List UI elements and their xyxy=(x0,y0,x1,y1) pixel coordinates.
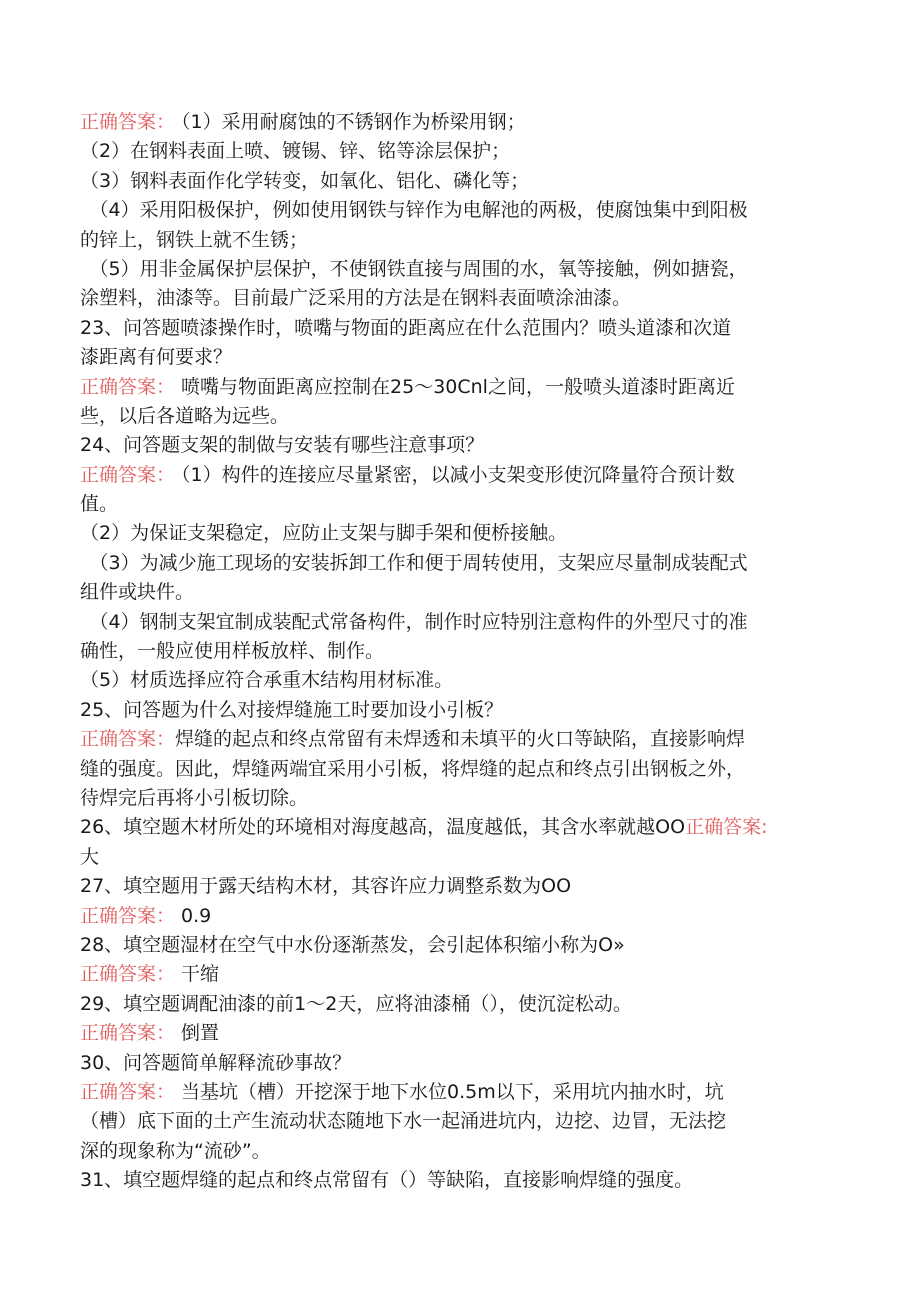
line-text: （3）钢料表面作化学转变，如氧化、铝化、磷化等； xyxy=(80,169,530,192)
answer-line xyxy=(80,1078,842,1107)
text-line xyxy=(80,608,842,637)
line-text: 值。 xyxy=(80,493,119,516)
line-text: 31、填空题焊缝的起点和终点常留有（）等缺陷，直接影响焊缝的强度。 xyxy=(80,1169,694,1192)
line-text: （2）在钢料表面上喷、镀锡、锌、铭等涂层保护； xyxy=(80,140,511,163)
answer-label: 正确答案： xyxy=(80,111,176,133)
line-text: （3）为减少施工现场的安装拆卸工作和便于周转使用，支架应尽量制成装配式 xyxy=(80,551,748,574)
answer-label: 正确答案： xyxy=(80,463,176,486)
line-text: （4）采用阳极保护，例如使用钢铁与锌作为电解池的两极，使腐蚀集中到阳极 xyxy=(80,199,748,222)
question-text: 26、填空题木材所处的环境相对海度越高，温度越低，其含水率就越OO xyxy=(80,816,686,839)
line-text: 23、问答题喷漆操作时，喷嘴与物面的距离应在什么范围内？喷头道漆和次道 xyxy=(80,316,732,339)
line-text: （2）为保证支架稳定，应防止支架与脚手架和便桥接触。 xyxy=(80,522,568,545)
answer-label: 正确答案： xyxy=(80,963,176,986)
question-line xyxy=(80,813,842,842)
line-text: 组件或块件。 xyxy=(80,581,195,604)
line-text: 缝的强度。因此，焊缝两端宜采用小引板，将焊缝的起点和终点引出钢板之外， xyxy=(80,757,746,780)
answer-label: 正确答案： xyxy=(80,375,176,398)
line-text: （槽）底下面的土产生流动状态随地下水一起涌进坑内，边挖、边冒，无法挖 xyxy=(80,1110,727,1133)
text-line xyxy=(80,519,842,548)
line-text: 28、填空题湿材在空气中水份逐渐蒸发，会引起体积缩小称为O» xyxy=(80,933,625,956)
text-line xyxy=(80,755,842,784)
document-page xyxy=(80,108,842,1195)
answer-line xyxy=(80,902,842,931)
line-text: （5）用非金属保护层保护，不使钢铁直接与周围的水，氧等接触，例如搪瓷， xyxy=(80,257,748,280)
text-line xyxy=(80,931,842,960)
text-line xyxy=(80,990,842,1019)
text-line xyxy=(80,431,842,460)
answer-text: 倒置 xyxy=(181,1022,220,1045)
text-line xyxy=(80,784,842,813)
text-line xyxy=(80,1137,842,1166)
answer-line xyxy=(80,108,842,137)
text-line xyxy=(80,314,842,343)
answer-text: 当基坑（槽）开挖深于地下水位0.5m以下，采用坑内抽水时，坑 xyxy=(181,1080,724,1103)
answer-line xyxy=(80,1019,842,1048)
answer-label: 正确答案: xyxy=(685,816,768,839)
text-line xyxy=(80,843,842,872)
line-text: 27、填空题用于露天结构木材，其容许应力调整系数为OO xyxy=(80,875,572,898)
line-text: 30、问答题简单解释流砂事故？ xyxy=(80,1051,352,1074)
text-line xyxy=(80,343,842,372)
line-text: （4）钢制支架宜制成装配式常备构件，制作时应特别注意构件的外型尺寸的准 xyxy=(80,610,748,633)
text-line xyxy=(80,1107,842,1136)
answer-text: （1）采用耐腐蚀的不锈钢作为桥梁用钢； xyxy=(181,111,526,133)
answer-text: 干缩 xyxy=(181,963,220,986)
line-text: （5）材质选择应符合承重木结构用材标准。 xyxy=(80,669,454,692)
text-line xyxy=(80,1049,842,1078)
answer-label: 正确答案： xyxy=(80,728,176,751)
text-line xyxy=(80,696,842,725)
line-text: 涂塑料，油漆等。目前最广泛采用的方法是在钢料表面喷涂油漆。 xyxy=(80,287,632,310)
line-text: 24、问答题支架的制做与安装有哪些注意事项？ xyxy=(80,434,485,457)
answer-text: （1）构件的连接应尽量紧密，以减小支架变形使沉降量符合预计数 xyxy=(181,463,735,486)
line-text: 深的现象称为“流砂”。 xyxy=(80,1139,271,1162)
text-line xyxy=(80,402,842,431)
text-line xyxy=(80,137,842,166)
answer-label: 正确答案： xyxy=(80,1080,176,1103)
text-line xyxy=(80,167,842,196)
text-line xyxy=(80,490,842,519)
text-line xyxy=(80,549,842,578)
answer-line xyxy=(80,461,842,490)
line-text: 些，以后各道略为远些。 xyxy=(80,404,290,427)
answer-label: 正确答案： xyxy=(80,904,176,927)
line-text: 确性，一般应使用样板放样、制作。 xyxy=(80,640,385,663)
answer-label: 正确答案： xyxy=(80,1022,176,1045)
text-line xyxy=(80,196,842,225)
line-text: 大 xyxy=(80,845,100,868)
line-text: 25、问答题为什么对接焊缝施工时要加设小引板？ xyxy=(80,698,504,721)
answer-text: 焊缝的起点和终点常留有未焊透和未填平的火口等缺陷，直接影响焊 xyxy=(175,728,746,751)
text-line xyxy=(80,284,842,313)
text-line xyxy=(80,255,842,284)
text-line xyxy=(80,637,842,666)
line-text: 29、填空题调配油漆的前1～2天，应将油漆桶（），使沉淀松动。 xyxy=(80,992,632,1015)
text-line xyxy=(80,1166,842,1195)
answer-line xyxy=(80,960,842,989)
line-text: 漆距离有何要求？ xyxy=(80,346,233,369)
line-text: 待焊完后再将小引板切除。 xyxy=(80,786,309,809)
text-line xyxy=(80,666,842,695)
text-line xyxy=(80,578,842,607)
answer-text: 喷嘴与物面距离应控制在25～30Cnl之间，一般喷头道漆时距离近 xyxy=(181,375,735,398)
text-line xyxy=(80,872,842,901)
text-line xyxy=(80,226,842,255)
answer-text: 0.9 xyxy=(181,904,212,927)
answer-line xyxy=(80,373,842,402)
answer-line xyxy=(80,725,842,754)
line-text: 的锌上，钢铁上就不生锈； xyxy=(80,228,309,251)
